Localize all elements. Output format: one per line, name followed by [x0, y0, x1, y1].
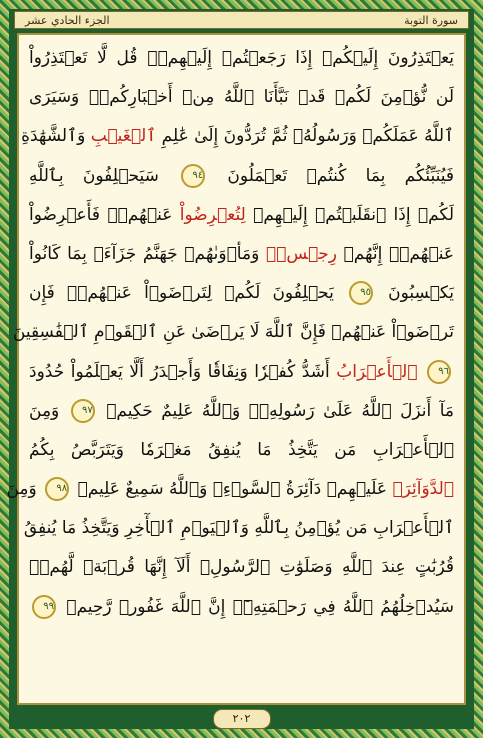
verse-text: ٱللَّهُ عَمَلَكُمۡ وَرَسُولُهُۥ ثُمَّ تُرَدُّونَ إِلَىٰ عَٰلِمِ — [156, 126, 454, 147]
page-header — [14, 11, 469, 29]
verse-text: يَعۡتَذِرُونَ إِلَيۡكُمۡ إِذَا رَجَعۡتُمۡ إِلَيۡهِمۡۚ قُل لَّا تَعۡتَذِرُواْ — [29, 48, 454, 68]
highlighted-word: ٱلۡغَيۡبِ — [90, 126, 157, 147]
highlighted-word: رِجۡسٞۖ — [265, 243, 337, 264]
juz-label: الجزء الحادي عشر — [25, 13, 110, 27]
verse-line — [6, 470, 454, 509]
verse-text: فَيُنَبِّئُكُم بِمَا كُنتُمۡ تَعۡمَلُونَ — [208, 165, 454, 186]
ayah-number-marker: ٩٥ — [349, 281, 373, 305]
ayah-number-marker: ٩٤ — [181, 164, 205, 188]
verse-line — [29, 431, 454, 470]
verse-text: وَمَأۡوَىٰهُمۡ جَهَنَّمُ جَزَآءَۢ بِمَا كَانُواْ — [29, 243, 266, 264]
verse-text: عَلَيۡهِمۡ دَآئِرَةُ ٱلسَّوۡءِۗ وَٱللَّهُ سَمِيعٌ عَلِيمٞ — [72, 479, 393, 500]
highlighted-word: ٱلدَّوَآئِرَۚ — [392, 479, 454, 500]
verse-text: لَكُمۡ إِذَا ٱنقَلَبۡتُمۡ إِلَيۡهِمۡ — [245, 204, 454, 225]
verse-line — [29, 353, 454, 392]
verse-lines — [6, 39, 454, 699]
verse-line — [21, 117, 454, 156]
verse-text: وَمِنَ — [6, 479, 43, 500]
ayah-number-marker: ٩٧ — [71, 399, 95, 423]
verse-text: أَشَدُّ كُفۡرٗا وَنِفَاقٗا وَأَجۡدَرُ أَلَّا يَعۡلَمُواْ حُدُودَ — [29, 361, 337, 382]
verse-line — [29, 39, 454, 78]
surah-label: سورة التوبة — [404, 13, 458, 27]
verse-text — [417, 362, 424, 382]
verse-text: سَيُدۡخِلُهُمُ ٱللَّهُ فِي رَحۡمَتِهِۦٓۚ إِنَّ ٱللَّهَ غَفُورٞ رَّحِيمٞ — [59, 596, 454, 617]
verse-text: عَنۡهُمۡۖ فَأَعۡرِضُواْ — [29, 204, 180, 225]
ayah-number-marker: ٩٦ — [427, 360, 451, 384]
verse-line — [29, 274, 454, 313]
verse-text: سَيَحۡلِفُونَ بِٱللَّهِ — [29, 165, 179, 186]
verse-text: وَمِنَ — [29, 400, 68, 421]
verse-text: تَرۡضَوۡاْ عَنۡهُمۡ فَإِنَّ ٱللَّهَ لَا يَرۡضَىٰ عَنِ ٱلۡقَوۡمِ ٱلۡفَٰسِقِينَ — [12, 322, 454, 343]
page-number: ٢٠٢ — [213, 709, 271, 729]
verse-text: مَآ أَنزَلَ ٱللَّهُ عَلَىٰ رَسُولِهِۦۗ وَٱللَّهُ عَلِيمٌ حَكِيمٞ — [97, 400, 454, 421]
verse-line — [29, 588, 454, 627]
verse-line — [29, 78, 454, 117]
verse-text: يَكۡسِبُونَ — [375, 283, 454, 304]
verse-line — [29, 392, 454, 431]
verse-line — [29, 157, 454, 196]
ayah-number-marker: ٩٩ — [32, 595, 56, 619]
ayah-number-marker: ٩٨ — [45, 477, 69, 501]
verse-text: وَٱلشَّهَٰدَةِ — [21, 126, 91, 147]
verse-text: قُرُبَٰتٍ عِندَ ٱللَّهِ وَصَلَوَٰتِ ٱلرَّسُولِۚ أَلَآ إِنَّهَا قُرۡبَةٞ لَّهُمۡۚ — [29, 557, 454, 578]
verse-line — [29, 235, 454, 274]
highlighted-word: ٱلۡأَعۡرَابُ — [336, 361, 418, 382]
verse-text: ٱلۡأَعۡرَابِ مَن يُؤۡمِنُ بِٱللَّهِ وَٱلۡيَوۡمِ ٱلۡأٓخِرِ وَيَتَّخِذُ مَا يُنفِقُ — [23, 518, 454, 539]
verse-text: عَنۡهُمۡۖ إِنَّهُمۡ — [336, 243, 454, 264]
quran-page — [6, 33, 466, 705]
verse-text: لَن نُّؤۡمِنَ لَكُمۡ قَدۡ نَبَّأَنَا ٱللَّهُ مِنۡ أَخۡبَارِكُمۡۚ وَسَيَرَى — [29, 87, 454, 108]
verse-line — [12, 313, 454, 352]
highlighted-word: لِتُعۡرِضُواْ — [179, 204, 246, 225]
verse-line — [29, 196, 454, 235]
verse-line — [23, 509, 454, 548]
verse-text: يَحۡلِفُونَ لَكُمۡ لِتَرۡضَوۡاْ عَنۡهُمۡۖ فَإِن — [29, 283, 346, 304]
verse-line — [29, 548, 454, 587]
verse-text: ٱلۡأَعۡرَابِ مَن يَتَّخِذُ مَا يُنفِقُ مَغۡرَمٗا وَيَتَرَبَّصُ بِكُمُ — [29, 439, 454, 460]
